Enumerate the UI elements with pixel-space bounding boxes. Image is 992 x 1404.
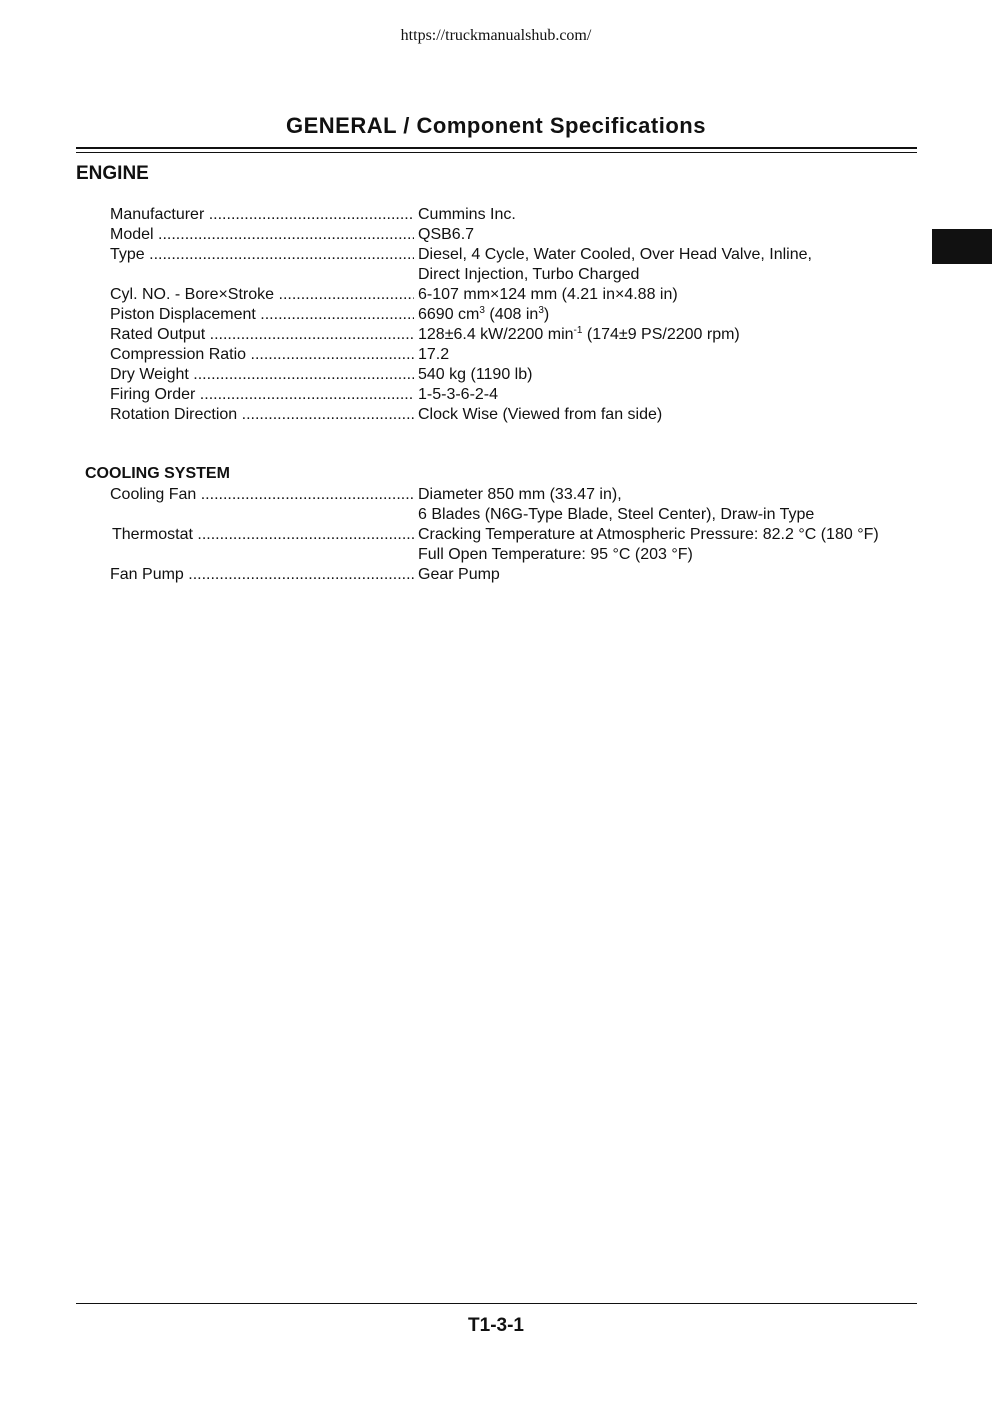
spec-label: Rated Output ..... — [110, 325, 414, 345]
footer-rule — [76, 1303, 917, 1304]
spec-row-rated-output — [110, 325, 930, 345]
spec-value: Cummins Inc. — [418, 206, 516, 223]
spec-row-fan-pump — [110, 565, 930, 585]
spec-row-manufacturer — [110, 205, 930, 225]
spec-label: Cyl. NO. - Bore×Stroke ..... — [110, 285, 414, 305]
spec-row-rotation-direction — [110, 405, 930, 425]
spec-value: Clock Wise (Viewed from fan side) — [418, 406, 663, 423]
spec-label: Dry Weight ..... — [110, 365, 414, 385]
spec-value: Cracking Temperature at Atmospheric Pressure: 82.2 °C (180 °F) — [418, 526, 879, 543]
spec-row-cooling-fan — [110, 485, 930, 505]
title-rule-thin — [76, 152, 917, 153]
spec-row-cooling-fan-continued — [110, 505, 930, 525]
spec-row-thermostat-continued — [110, 545, 930, 565]
source-url[interactable]: https://truckmanualshub.com/ — [400, 27, 592, 44]
spec-label: Model ..... — [110, 225, 414, 245]
spec-value: 1-5-3-6-2-4 — [418, 386, 499, 403]
spec-value: 6-107 mm×124 mm (4.21 in×4.88 in) — [418, 286, 678, 303]
engine-heading: ENGINE — [76, 163, 149, 184]
spec-label: Manufacturer ..... — [110, 205, 414, 225]
spec-row-displacement — [110, 305, 930, 325]
spec-row-thermostat — [110, 525, 930, 545]
spec-label: Thermostat ..... — [112, 525, 414, 545]
spec-row-model — [110, 225, 930, 245]
spec-row-bore-stroke — [110, 285, 930, 305]
spec-label: Cooling Fan ..... — [110, 485, 414, 505]
section-tab-marker — [932, 229, 992, 264]
spec-value-continued: 6 Blades (N6G-Type Blade, Steel Center), Draw-in Type — [418, 506, 815, 523]
spec-row-firing-order — [110, 385, 930, 405]
spec-value: 17.2 — [418, 346, 450, 363]
engine-spec-list — [110, 205, 930, 425]
spec-row-compression-ratio — [110, 345, 930, 365]
spec-value: 128±6.4 kW/2200 $\min^{-1} (174\pm 9$ PS/2200 rpm) — [418, 325, 740, 343]
cooling-system-heading: COOLING SYSTEM — [85, 465, 230, 482]
spec-value: Diameter 850 mm (33.47 in), — [418, 486, 622, 503]
spec-value: 540 kg (1190 lb) — [418, 366, 533, 383]
spec-row-type-continued — [110, 265, 930, 285]
spec-label: Fan Pump ..... — [110, 565, 414, 585]
spec-label: Firing Order ..... — [110, 385, 414, 405]
spec-label: Compression Ratio ..... — [110, 345, 414, 365]
page-number: T1-3-1 — [468, 1315, 524, 1336]
title-rule-thick — [76, 147, 917, 149]
spec-value: 6690 $cm^3$ (408 $in^3$) — [418, 305, 550, 323]
spec-value: Diesel, 4 Cycle, Water Cooled, Over Head Valve, Inline, — [418, 246, 812, 263]
cooling-spec-list — [110, 485, 930, 585]
spec-row-type — [110, 245, 930, 265]
spec-row-dry-weight — [110, 365, 930, 385]
spec-value: QSB6.7 — [418, 226, 475, 243]
spec-label: Piston Displacement ..... — [110, 305, 414, 325]
spec-value: Gear Pump — [418, 566, 500, 583]
page-title: GENERAL / Component Specifications — [286, 113, 706, 138]
spec-label: Type ..... — [110, 245, 414, 265]
spec-label: Rotation Direction ..... — [110, 405, 414, 425]
spec-value-continued: Full Open Temperature: 95 °C (203 °F) — [418, 546, 693, 563]
spec-value-continued: Direct Injection, Turbo Charged — [418, 266, 640, 283]
